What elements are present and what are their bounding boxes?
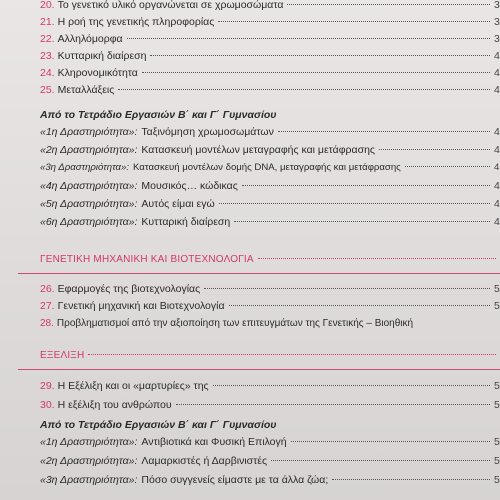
leader-dots [218, 21, 490, 22]
leader-dots [332, 479, 490, 480]
activity-entry [40, 435, 500, 449]
page-number: 5 [494, 300, 500, 312]
activity-title: Λαμαρκιστές ή Δαρβινιστές [141, 455, 268, 467]
chapter-number: 22. [40, 33, 55, 45]
activity-label: «2η Δραστηριότητα»: [40, 144, 138, 156]
page-number: 3 [494, 33, 500, 45]
leader-dots [278, 131, 490, 132]
chapter-title: Προβληματισμοί από την αξιοποίηση των επιτευγμάτων της Γενετικής – Βιοηθική [56, 318, 414, 329]
activity-label: «3η Δραστηριότητα»: [40, 162, 129, 173]
chapter-number: 30. [40, 399, 55, 411]
activity-label: «5η Δραστηριότητα»: [40, 198, 138, 210]
activity-title: Μουσικός… κώδικας [141, 180, 238, 192]
page-number: 5 [494, 474, 500, 486]
toc-entry [40, 0, 500, 12]
activity-title: Αυτός είμαι εγώ [141, 198, 215, 210]
section-divider [18, 369, 500, 370]
page-number: 5 [494, 380, 500, 392]
workbook-heading: Από το Τετράδιο Εργασιών Β΄ και Γ΄ Γυμνασίου [40, 109, 277, 121]
leader-dots [213, 385, 490, 386]
leader-dots [229, 305, 490, 306]
section-heading-evolution [40, 350, 500, 366]
activity-title: Κατασκευή μοντέλων δομής DNA, μεταγραφής και μετάφρασης [133, 162, 401, 173]
leader-dots [150, 55, 490, 56]
chapter-title: Μεταλλάξεις [57, 84, 115, 96]
toc-entry [40, 379, 500, 393]
chapter-number: 23. [40, 50, 55, 62]
leader-dots [234, 221, 490, 222]
activity-label: «3η Δραστηριότητα»: [40, 474, 138, 486]
toc-entry [40, 66, 500, 80]
page-number: 4 [494, 198, 500, 210]
chapter-number: 27. [40, 300, 55, 312]
section-heading-genetic-engineering [40, 254, 500, 270]
activity-entry [40, 125, 500, 139]
leader-dots [204, 288, 490, 289]
chapter-number: 29. [40, 380, 55, 392]
leader-dots [242, 185, 490, 186]
section-divider [18, 273, 500, 274]
toc-entry [40, 83, 500, 97]
activity-title: Ταξινόμηση χρωμοσωμάτων [141, 126, 274, 138]
leader-dots [379, 149, 490, 150]
leader-dots [88, 354, 496, 355]
activity-label: «2η Δραστηριότητα»: [40, 455, 138, 467]
page-number: 4 [494, 144, 500, 156]
leader-dots [291, 441, 490, 442]
chapter-title: Γενετική μηχανική και Βιοτεχνολογία [57, 300, 225, 312]
chapter-title: Η Εξέλιξη και οι «μαρτυρίες» της [57, 380, 209, 392]
page-number: 4 [494, 67, 500, 79]
activity-label: «1η Δραστηριότητα»: [40, 126, 138, 138]
chapter-number: 28. [40, 318, 54, 329]
chapter-title: Κυτταρική διαίρεση [57, 50, 147, 62]
leader-dots [176, 404, 490, 405]
page-number: 4 [494, 126, 500, 138]
leader-dots [258, 258, 496, 259]
leader-dots [142, 72, 490, 73]
activity-title: Κατασκευή μοντέλων μεταγραφής και μετάφρασης [141, 144, 375, 156]
chapter-number: 25. [40, 84, 55, 96]
chapter-title: Το γενετικό υλικό οργανώνεται σε χρωμοσώματα [57, 0, 284, 11]
leader-dots [405, 166, 490, 167]
leader-dots [118, 89, 490, 90]
chapter-title: Η εξέλιξη του ανθρώπου [57, 399, 172, 411]
toc-entry [40, 299, 500, 313]
chapter-number: 21. [40, 16, 55, 28]
leader-dots [219, 203, 490, 204]
activity-entry [40, 161, 500, 175]
activity-entry [40, 473, 500, 487]
activity-title: Αντιβιοτικά και Φυσική Επιλογή [141, 436, 287, 448]
activity-label: «6η Δραστηριότητα»: [40, 216, 138, 228]
page-number: 4 [494, 50, 500, 62]
chapter-number: 26. [40, 283, 55, 295]
activity-entry [40, 179, 500, 193]
page-number: 4 [494, 84, 500, 96]
section-title: ΕΞΕΛΙΞΗ [40, 350, 85, 361]
activity-label: «1η Δραστηριότητα»: [40, 436, 138, 448]
activity-title: Πόσο συγγενείς είμαστε με τα άλλα ζώα; [141, 474, 329, 486]
page-number: 5 [494, 283, 500, 295]
chapter-title: Κληρονομικότητα [57, 67, 138, 79]
activity-entry [40, 454, 500, 468]
toc-entry [40, 317, 500, 331]
toc-entry [40, 32, 500, 46]
leader-dots [271, 460, 490, 461]
chapter-number: 20. [40, 0, 55, 11]
toc-entry [40, 282, 500, 296]
workbook-heading: Από το Τετράδιο Εργασιών Β΄ και Γ΄ Γυμνασίου [40, 419, 277, 431]
page-number: 5 [494, 399, 500, 411]
activity-entry [40, 197, 500, 211]
section-title: ΓΕΝΕΤΙΚΗ ΜΗΧΑΝΙΚΗ ΚΑΙ ΒΙΟΤΕΧΝΟΛΟΓΙΑ [40, 254, 254, 265]
page-number: 3 [494, 16, 500, 28]
activity-label: «4η Δραστηριότητα»: [40, 180, 138, 192]
chapter-number: 24. [40, 67, 55, 79]
toc-entry [40, 49, 500, 63]
page-number: 4 [494, 162, 500, 173]
activity-title: Κυτταρική διαίρεση [141, 216, 231, 228]
chapter-title: Η ροή της γενετικής πληροφορίας [57, 16, 215, 28]
chapter-title: Αλληλόμορφα [57, 33, 123, 45]
page-number: 3 [494, 0, 500, 11]
toc-entry [40, 15, 500, 29]
toc-entry [40, 398, 500, 412]
chapter-title: Εφαρμογές της βιοτεχνολογίας [57, 283, 201, 295]
page-number: 4 [494, 180, 500, 192]
leader-dots [127, 38, 490, 39]
activity-entry [40, 143, 500, 157]
page-number: 5 [494, 436, 500, 448]
activity-entry [40, 215, 500, 229]
page-number: 5 [494, 455, 500, 467]
leader-dots [287, 4, 490, 5]
page-number: 4 [494, 216, 500, 228]
